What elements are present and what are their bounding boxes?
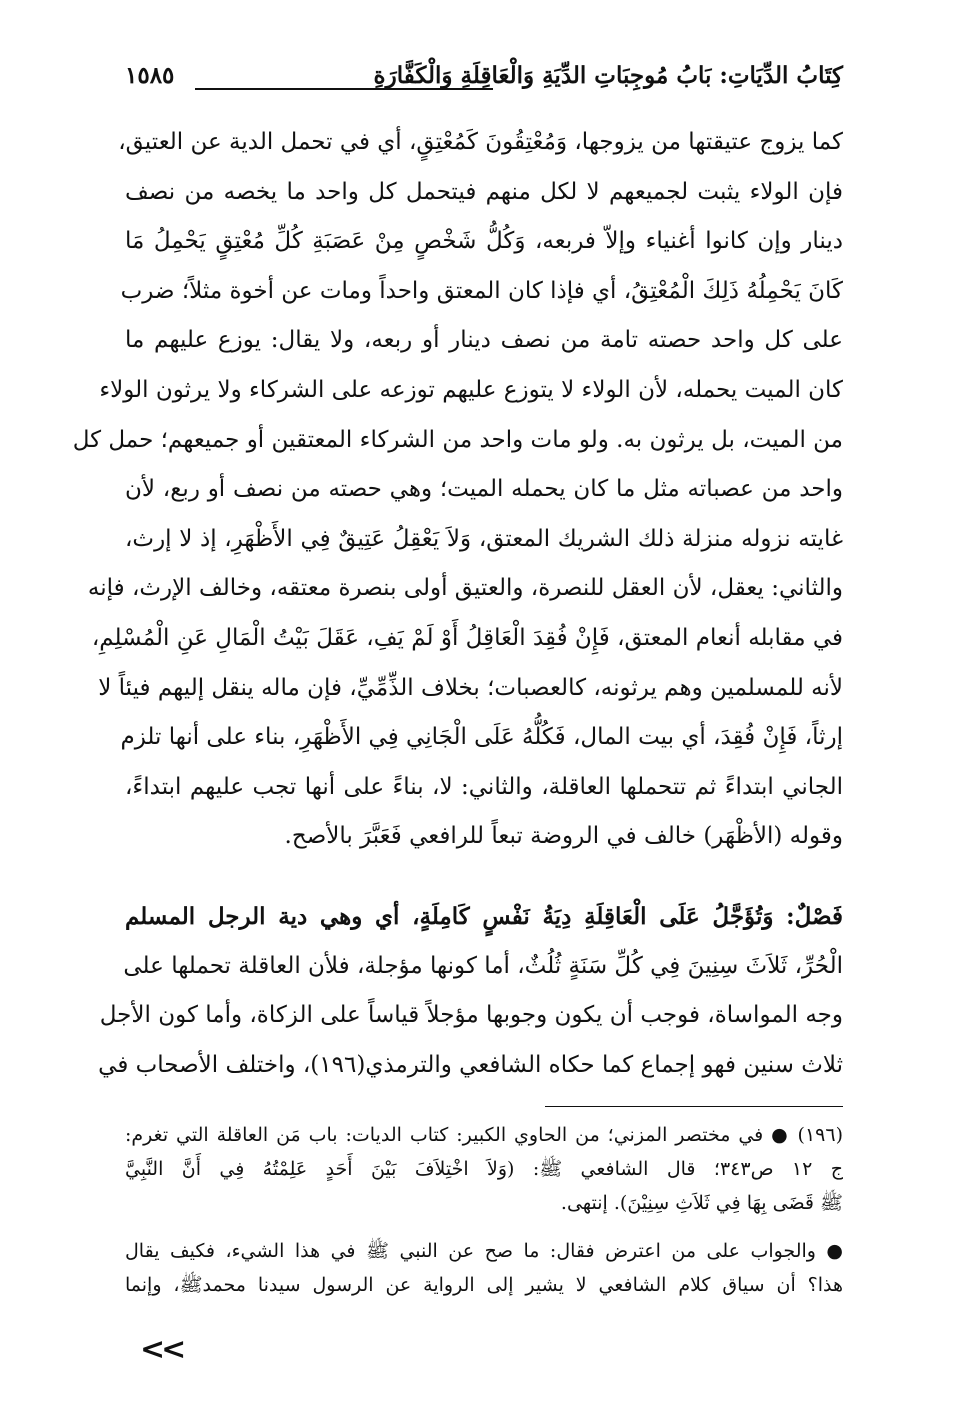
footnote-line: ج ١٢ ص٣٤٣؛ قال الشافعي ﷺ: (وَلاَ اخْتِلاَفَ بَيْنَ أَحَدٍ عَلِمْتُهُ فِي أَنَّ النَّبِيَّ xyxy=(125,1158,843,1180)
footnote-line: ● والجواب على من اعترض فقال: ما صح عن النبي ﷺ في هذا الشيء، فكيف يقال xyxy=(125,1240,843,1262)
text-line: دينار وإن كانوا أغنياء وإلاّ فربعه، وَكُلُّ شَخْصٍ مِنْ عَصَبَةِ كُلِّ مُعْتِقٍ يَحْمِلُ مَا xyxy=(125,228,843,255)
paragraph-gap xyxy=(125,862,843,892)
text-line: الجاني ابتداءً ثم تتحملها العاقلة، والثاني: لا، بناءً على أنها تجب عليهم ابتداءً، xyxy=(125,773,843,800)
text-line: على كل واحد حصته تامة من نصف دينار أو ربعه، ولا يقال: يوزع عليهم ما xyxy=(125,327,843,354)
footnote-gap xyxy=(125,1220,843,1234)
main-text xyxy=(72,118,843,1090)
running-title: كِتَابُ الدِّيَاتِ: بَابُ مُوجِبَاتِ الدِّيَةِ وَالْعَاقِلَةِ وَالْكَفَّارَةِ xyxy=(373,62,843,89)
text-line: فإن الولاء يثبت لجميعهم لا لكل منهم فيتحمل كل واحد ما يخصه من نصف xyxy=(125,178,843,205)
page-header xyxy=(125,58,843,96)
footnotes xyxy=(125,1118,843,1302)
section-heading-line: فَصْلٌ: وَتُؤَجَّلُ عَلَى الْعَاقِلَةِ دِيَةُ نَفْسٍ كَامِلَةٍ، أي وهي دية الرجل المسلم xyxy=(125,902,843,930)
text-line: ثلاث سنين فهو إجماع كما حكاه الشافعي والترمذي(١٩٦)، واختلف الأصحاب في xyxy=(98,1051,843,1078)
text-line: والثاني: يعقل، لأن العقل للنصرة، والعتيق أولى بنصرة معتقه، وخالف الإرث، فإنه xyxy=(87,575,843,602)
footnote-line: ﷺ قَضَى بِهَا فِي ثَلاَثِ سِنِيْنَ). إنتهى. xyxy=(560,1192,843,1214)
footnote-line: (١٩٦) ● في مختصر المزني؛ من الحاوي الكبير: كتاب الديات: باب مَن العاقلة التي تغرم: xyxy=(125,1124,843,1146)
continuation-arrows-icon: << xyxy=(140,1332,183,1367)
text-line: واحد من عصباته مثل ما كان يحمله الميت؛ وهي حصته من نصف أو ربع، لأن xyxy=(125,476,843,503)
text-line: إرثاً، فَإِنْ فُقِدَ، أي بيت المال، فَكُلُّهُ عَلَى الْجَانِي فِي الأَظْهَرِ، بناء على أنها تلزم xyxy=(120,724,843,751)
text-line: وجه المواساة، فوجب أن يكون وجوبها مؤجلاً قياساً على الزكاة، وأما كون الأجل xyxy=(99,1002,843,1029)
text-line: كان الميت يحمله، لأن الولاء لا يتوزع عليهم توزعه على الشركاء ولا يرثون الولاء xyxy=(99,376,843,403)
page-number: ١٥٨٥ xyxy=(125,62,175,89)
text-line: كما يزوج عتيقتها من يزوجها، وَمُعْتِقُونَ كَمُعْتِقٍ، أي في تحمل الدية عن العتيق، xyxy=(118,129,843,155)
header-rule xyxy=(195,88,493,90)
text-line: الْحُرِّ، ثَلاَثَ سِنِينَ فِي كُلِّ سَنَةٍ ثُلُثٌ، أما كونها مؤجلة، فلأن العاقلة تحملها على xyxy=(123,952,843,979)
footnote-rule xyxy=(545,1106,843,1107)
text-line: في مقابله أنعام المعتق، فَإِنْ فُقِدَ الْعَاقِلُ أَوْ لَمْ يَفِ، عَقَلَ بَيْتُ الْمَالِ عَنِ الْمُسْلِمِ، xyxy=(91,624,843,651)
text-line: وقوله (الأظْهَر) خالف في الروضة تبعاً للرافعي فَعَبَّرَ بالأصح. xyxy=(284,823,843,850)
footnote-line: هذا؟ أن سياق كلام الشافعي لا يشير إلى الرواية عن الرسول سيدنا محمدﷺ، وإنما xyxy=(125,1274,843,1296)
text-line: لأنه للمسلمين وهم يرثونه، كالعصبات؛ بخلاف الذِّمِّيِّ، فإن ماله ينقل إليهم فيئاً لا xyxy=(98,674,843,701)
text-line: غايته نزوله منزلة ذلك الشريك المعتق، وَلاَ يَعْقِلُ عَتِيقٌ فِي الأَظْهَرِ، إذ لا إرث، xyxy=(125,525,843,552)
text-line: كَانَ يَحْمِلُهُ ذَلِكَ الْمُعْتِقُ، أي فإذا كان المعتق واحداً ومات عن أخوة مثلاً؛ ضرب xyxy=(120,277,843,304)
text-line: من الميت، بل يرثون به. ولو مات واحد من الشركاء المعتقين أو جميعهم؛ حمل كل xyxy=(72,426,843,453)
